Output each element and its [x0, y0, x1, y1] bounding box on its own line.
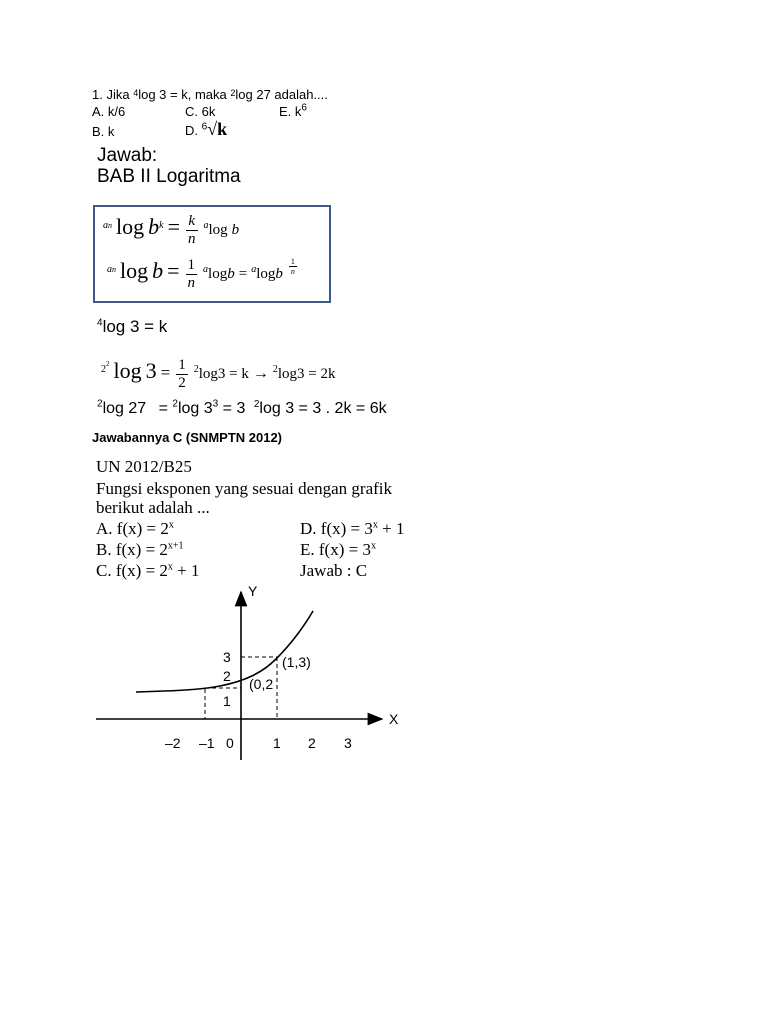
x-tick-3: 3 [344, 735, 352, 751]
question-2-line-2: berikut adalah ... [96, 498, 210, 517]
point-1-3-label: (1,3) [282, 654, 311, 670]
option-a: A. k/6 [92, 104, 126, 119]
x-tick-2: 2 [308, 735, 316, 751]
step-1: $^4$log 3 = k [97, 317, 168, 336]
y-tick-2: 2 [223, 668, 231, 684]
x-tick-minus2: –2 [165, 735, 181, 751]
y-axis-label: Y [248, 583, 258, 599]
x-tick-0: 0 [226, 735, 234, 751]
step-2: $^{22}$ log 3 = $\frac{1}{2}$ $^2$log3 = k → $^2$log3 = 2k [101, 357, 336, 391]
x-tick-1: 1 [273, 735, 281, 751]
x-axis-label: X [389, 711, 399, 727]
question-2-source: UN 2012/B25 [96, 457, 192, 476]
x-tick-minus1: –1 [199, 735, 215, 751]
y-tick-1: 1 [223, 693, 231, 709]
option-d: D. $^6$√k [185, 119, 228, 139]
option-b: B. k [92, 124, 115, 139]
q2-option-c: C. $f(x) = 2^x + 1$ [96, 561, 200, 580]
formula-line-2: $^{an}$ log b = $\frac{1}{n}$ $^a$logb = $^a$logb $\frac{1}{n}$ [107, 257, 295, 291]
q2-answer: Jawab : C [300, 561, 368, 580]
question-1-text: 1. Jika $^4$log 3 = k, maka $^2$log 27 adalah.... [92, 87, 328, 102]
option-e: E. $k^6$ [279, 102, 307, 119]
chapter-heading: BAB II Logaritma [97, 166, 241, 187]
question-2-line-1: Fungsi eksponen yang sesuai dengan grafik [96, 479, 393, 498]
q2-option-a: A. $f(x) = 2^x$ [96, 519, 174, 538]
q2-option-e: E. $f(x) = 3^x$ [300, 540, 376, 559]
formula-line-1: $^{an}$ $\log b^k$ = $\frac{k}{n}$ $^a$log b [103, 213, 240, 247]
step-3: $^2$log 27 = $^2$log $3^3 = 3$ $^2$log 3 = 3 . 2k = 6k [97, 398, 387, 417]
option-c: C. 6k [185, 104, 216, 119]
answer-line: Jawabannya C (SNMPTN 2012) [92, 430, 283, 445]
q2-option-b: B. $f(x) = 2^{x+1}$ [96, 540, 184, 559]
q2-option-d: D. $f(x) = 3^x + 1$ [300, 519, 405, 538]
point-0-2-label: (0,2 [249, 676, 274, 692]
y-tick-3: 3 [223, 649, 231, 665]
jawab-heading: Jawab: [97, 145, 158, 166]
